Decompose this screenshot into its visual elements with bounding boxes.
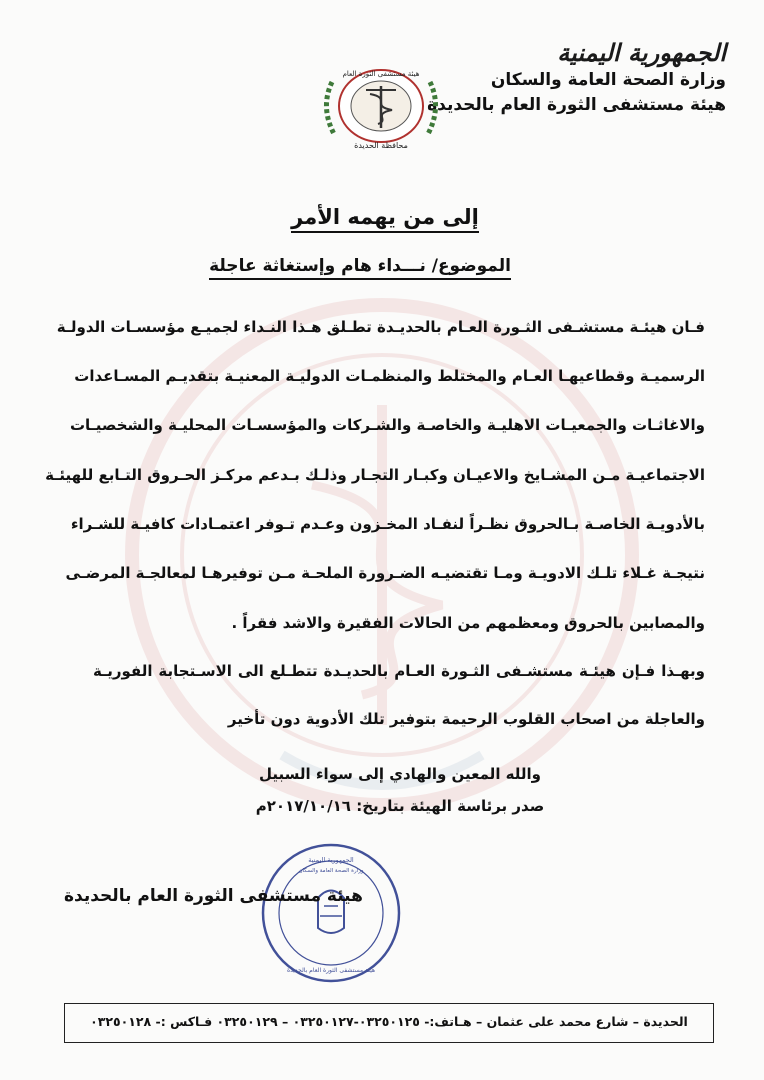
authority-name: هيئة مستشفى الثورة العام بالحديدة (427, 95, 726, 115)
body-line: فـان هيئـة مستشـفى الثـورة العـام بالحديـدة تطـلق هـذا النـداء لجميـع مؤسسـات الدولـة (56, 318, 705, 336)
logo-top-text: هيئة مستشفى الثورة العام (342, 70, 420, 78)
signature-block: هيئة مستشفى الثورة العام بالحديدة (64, 886, 363, 906)
body-line: الرسميـة وقطاعيهـا العـام والمختلط والمنظمـات الدوليـة المعنيـة بتقديـم المسـاعدات (74, 367, 705, 385)
letterhead (426, 38, 726, 118)
stamp-line1: الجمهورية اليمنية (308, 856, 354, 864)
body-line: بالأدويـة الخاصـة بـالحروق نظـراً لنفـاد المخـزون وعـدم تـوفر اعتمـادات كافيـة للشـراء (70, 515, 705, 533)
body-line: والاغاثـات والجمعيـات الاهليـة والخاصـة والشـركات والمؤسسـات المحليـة والشخصيـات (69, 416, 705, 434)
official-stamp (258, 838, 404, 988)
letter-title-text: إلى من يهمه الأمر (291, 205, 479, 233)
hospital-logo (312, 62, 450, 152)
body-line: وبهـذا فـإن هيئـة مستشـفى الثـورة العـام بالحديـدة تتطـلع الى الاسـتجابة الفوريـة (93, 662, 705, 680)
body-line: نتيجـة غـلاء تلـك الادويـة ومـا تقتضيـه الضـرورة الملحـة مـن توفيرهـا لمعالجـة المرضـى (65, 564, 705, 582)
republic-name: الجمهورية اليمنية (557, 38, 726, 67)
logo-bottom-text: محافظة الحديدة (354, 141, 408, 150)
letter-title (240, 205, 530, 229)
footer-box (64, 1003, 714, 1043)
ministry-name: وزارة الصحة العامة والسكان (490, 70, 726, 90)
body-line: والعاجلة من اصحاب القلوب الرحيمة بتوفير تلك الأدوية دون تأخير (227, 710, 705, 728)
footer-contact: الحديدة – شارع محمد على عثمان – هـاتف:- ٠٣٢٥٠١٢٥-٠٣٢٥٠١٢٧ – ٠٣٢٥٠١٢٩ فـاكس :- ٠٣٢٥٠١٢٨ (90, 1014, 688, 1029)
letter-subject (160, 256, 560, 276)
body-line: الاجتماعيـة مـن المشـايخ والاعيـان وكبـار التجـار وذلـك بـدعم مركـز الحـروق التـابع للهيئـة (45, 466, 705, 484)
closing-prayer: والله المعين والهادي إلى سواء السبيل (258, 765, 541, 783)
letter-subject-text: الموضوع/ نـــداء هام وإستغاثة عاجلة (209, 256, 511, 280)
body-line: والمصابين بالحروق ومعظمهم من الحالات الفقيرة والاشد فقراً . (231, 614, 705, 632)
issue-date: صدر برئاسة الهيئة بتاريخ: ٢٠١٧/١٠/١٦م (255, 797, 545, 815)
stamp-line3: هيئة مستشفى الثورة العام بالحديدة (286, 967, 376, 974)
stamp-line2: وزارة الصحة العامة والسكان (298, 868, 364, 874)
